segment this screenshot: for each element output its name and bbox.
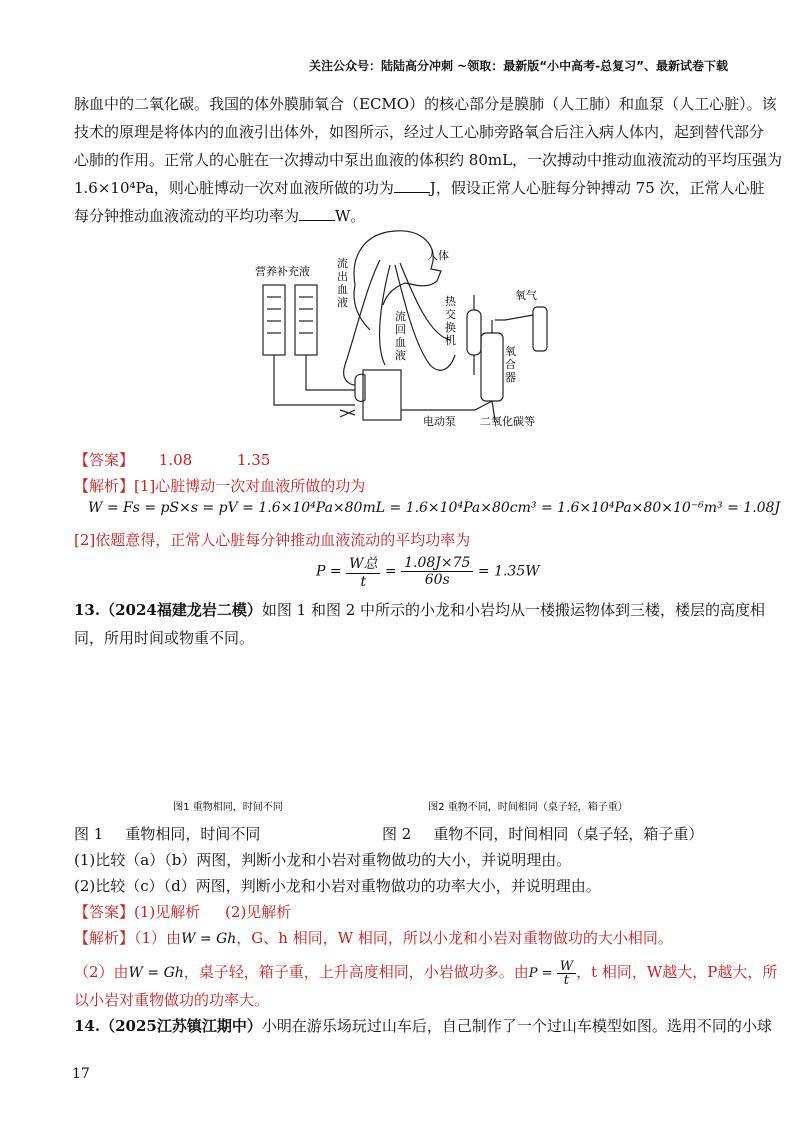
fig2-desc: 重物不同，时间相同（桌子轻，箱子重） <box>433 825 704 843</box>
q12-line5-b: W。 <box>335 207 366 225</box>
stairs-figure <box>118 648 688 818</box>
q13-line1 <box>74 596 766 624</box>
ans13-e1a: （1）由 <box>134 929 182 947</box>
answer-blank-1 <box>394 178 430 193</box>
answer-blank-2 <box>299 206 335 221</box>
ans12-eq2 <box>316 553 540 590</box>
ans13-e2c: ，t 相同，W越大，P越大，所 <box>576 963 778 981</box>
ans12-value2: 1.35 <box>236 451 271 469</box>
fig1-label: 图 1 <box>74 825 104 843</box>
fig2-label-wrap <box>382 820 703 848</box>
ans13-e1-eq: W = Gh <box>181 931 237 947</box>
q14-line1 <box>74 1012 772 1040</box>
q13-fig-labels <box>74 820 730 848</box>
q13-sub1: (1)比较（a）（b）两图，判断小龙和小岩对重物做功的大小，并说明理由。 <box>74 851 572 869</box>
ans12-exp2: [2]依题意得，正常人心脏每分钟推动血液流动的平均功率为 <box>74 531 471 549</box>
ans13-exp1 <box>74 924 730 953</box>
eq2-den1: t <box>360 574 367 590</box>
q12-line1: 脉血中的二氧化碳。我国的体外膜肺氧合（ECMO）的核心部分是膜肺（人工肺）和血泵（人工心脏）。该 <box>74 95 777 113</box>
q12-line4-a: 1.6×10⁴Pa，则心脏博动一次对血液所做的功为 <box>74 179 394 197</box>
fig1-caption: 图1 重物相同，时间不同 <box>173 802 283 813</box>
q13-number: 13. <box>74 601 101 619</box>
ans13-e2-eq: W = Gh <box>128 965 184 981</box>
page-header: 关注公众号：陆陆高分冲刺 ~领取：最新版“小中高考-总复习”、最新试卷下载 <box>309 59 728 73</box>
label-human: 人体 <box>427 249 449 262</box>
q13-sub2: (2)比较（c）（d）两图，判断小龙和小岩对重物做功的功率大小，并说明理由。 <box>74 877 601 895</box>
e2eq2-den: t <box>563 973 570 988</box>
eq2-num1: W总 <box>346 553 380 574</box>
label-co2: 二氧化碳等 <box>480 415 535 428</box>
fig1-desc: 重物相同，时间不同 <box>125 825 261 843</box>
fig2-caption: 图2 重物不同，时间相同（桌子轻，箱子重） <box>428 802 628 813</box>
ans12-row <box>74 446 730 474</box>
ans13-e1b: ，G、h 相同，W 相同，所以小龙和小岩对重物做功的大小相同。 <box>236 929 673 947</box>
ans13-e2a: （2）由 <box>74 963 129 981</box>
eq2-lhs: P = <box>316 563 342 580</box>
q12-line3: 心肺的作用。正常人的心脏在一次搏动中泵出血液的体积约 80mL，一次搏动中推动血液流动的平均压强为 <box>74 151 783 169</box>
ans13-a1: (1)见解析 <box>134 903 201 921</box>
ans13-exp2 <box>74 958 778 988</box>
ans12-eq1: W = Fs = pS×s = pV = 1.6×10⁴Pa×80mL = 1.6×10⁴Pa×80cm³ = 1.6×10⁴Pa×80×10⁻⁶m³ = 1.08J <box>88 500 781 516</box>
q13-source: （2024福建龙岩二模） <box>100 601 262 619</box>
ecmo-diagram <box>255 225 555 450</box>
eq2-mid: = <box>384 563 397 580</box>
eq2-den2: 60s <box>424 572 450 588</box>
ans13-exp-label: 【解析】 <box>74 929 135 947</box>
ans12-value1: 1.08 <box>158 451 193 469</box>
ans13-e2b: ，桌子轻，箱子重，上升高度相同，小岩做功多。由 <box>183 963 529 981</box>
q13-text1: 如图 1 和图 2 中所示的小龙和小岩均从一楼搬运物体到三楼，楼层的高度相 <box>261 601 766 619</box>
q14-number: 14. <box>74 1017 101 1035</box>
ans12-exp-label: 【解析】 <box>74 477 135 495</box>
q14-text: 小明在游乐场玩过山车后，自己制作了一个过山车模型如图。选用不同的小球 <box>261 1017 772 1035</box>
label-pump: 电动泵 <box>423 415 456 428</box>
ans13-e2-eq2 <box>528 959 576 988</box>
e2eq2-lhs: P = <box>528 966 553 981</box>
ans12-exp1 <box>74 472 730 500</box>
page-number: 17 <box>72 1066 90 1082</box>
ans12-label: 【答案】 <box>74 451 135 469</box>
e2eq2-num: W <box>557 960 576 974</box>
q12-line4-b: J，假设正常人心脏每分钟搏动 75 次，正常人心脏 <box>429 179 765 197</box>
ans13-exp3: 以小岩对重物做功的功率大。 <box>74 991 270 1009</box>
label-heat: 热交换机 <box>445 295 456 347</box>
ans13-row <box>74 898 730 926</box>
label-nutrient: 营养补充液 <box>255 265 310 278</box>
q12-line2: 技术的原理是将体内的血液引出体外，如图所示，经过人工心肺旁路氧合后注入病人体内，起到替代部分 <box>74 123 765 141</box>
q13-line2: 同，所用时间或物重不同。 <box>74 629 255 647</box>
q14-source: （2025江苏镇江期中） <box>100 1017 262 1035</box>
label-oxygenator: 氧合器 <box>505 345 516 384</box>
q12-line4 <box>74 174 765 202</box>
ans12-exp1-text: [1]心脏博动一次对血液所做的功为 <box>134 477 366 495</box>
ans13-a2: (2)见解析 <box>225 903 292 921</box>
label-outflow: 流出血液 <box>337 257 348 309</box>
q12-line5-a: 每分钟推动血液流动的平均功率为 <box>74 207 300 225</box>
label-oxygen: 氧气 <box>515 289 537 302</box>
eq2-rhs: = 1.35W <box>477 563 540 580</box>
ans13-label: 【答案】 <box>74 903 135 921</box>
eq2-num2: 1.08J×75 <box>401 555 473 572</box>
label-return: 流回血液 <box>395 310 406 362</box>
fig2-label: 图 2 <box>382 825 412 843</box>
